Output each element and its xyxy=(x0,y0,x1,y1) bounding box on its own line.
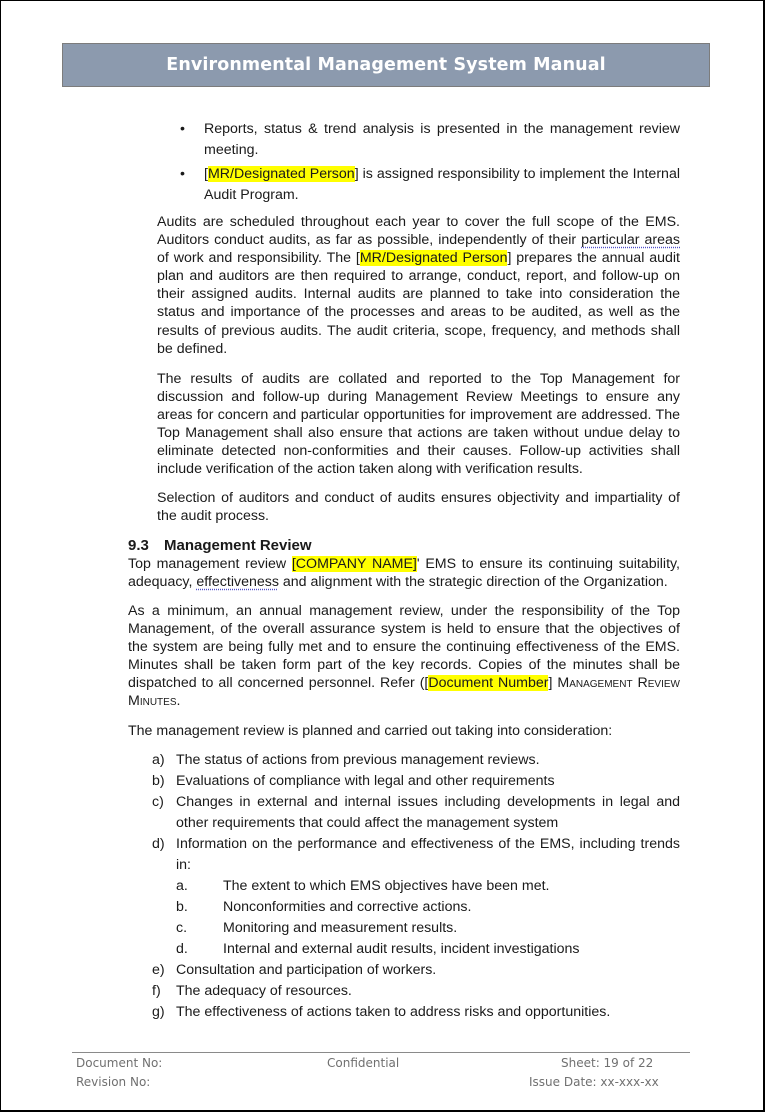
footer-revision-no: Revision No: xyxy=(76,1075,151,1089)
audit-bullet-list xyxy=(178,119,680,209)
document-title: Environmental Management System Manual xyxy=(166,55,606,75)
bullet-item: • Reports, status & trend analysis is presented in the management review meeting. xyxy=(180,121,680,158)
section-number: 9.3 xyxy=(128,537,149,554)
bullet-icon: • xyxy=(180,166,185,182)
list-item: a) The status of actions from previous management reviews. xyxy=(152,752,540,768)
placeholder-highlight: MR/Designated Person xyxy=(359,250,508,267)
footer-document-no: Document No: xyxy=(76,1056,163,1070)
footer-sheet-number: Sheet: 19 of 22 xyxy=(561,1056,654,1070)
bullet-item: • [MR/Designated Person] is assigned responsibility to implement the Internal Audit Program. xyxy=(180,166,680,203)
footer-divider xyxy=(72,1052,690,1053)
sublist-item: b. Nonconformities and corrective actions. xyxy=(176,899,472,915)
list-item: g) The effectiveness of actions taken to address risks and opportunities. xyxy=(152,1004,611,1020)
sublist-container xyxy=(152,876,680,960)
sublist-item: d. Internal and external audit results, incident investigations xyxy=(176,941,580,957)
review-minimum-paragraph: As a minimum, an annual management review, under the responsibility of the Top Management, of the overall assurance system is held to ensure that the objectives of the system are being fully met and to ensure the continuing effectiveness of the EMS. Minutes shall be taken form part of the key records. Copies of the minutes shall be dispatched to all concerned personnel. Refer ([Document Number] Management Review Minutes. xyxy=(128,603,680,710)
review-planned-paragraph: The management review is planned and carried out taking into consideration: xyxy=(128,723,613,739)
trends-sublist xyxy=(152,876,680,960)
section-title: Management Review xyxy=(164,537,312,554)
sublist-item: a. The extent to which EMS objectives have been met. xyxy=(176,878,550,894)
list-item: f) The adequacy of resources. xyxy=(152,983,352,999)
sublist-item: c. Monitoring and measurement results. xyxy=(176,920,458,936)
document-reference: Management Review Minutes xyxy=(128,675,680,710)
audit-schedule-paragraph: Audits are scheduled throughout each year to cover the full scope of the EMS. Auditors conduct audits, as far as possible, independently of their particular areas of work and responsibility. The [MR/Designated Person] prepares the annual audit plan and auditors are then required to arrange, conduct, report, and follow-up on their assigned audits. Internal audits are planned to take into consideration the status and importance of the processes and areas to be audited, as well as the results of previous audits. The audit criteria, scope, frequency, and methods shall be defined. xyxy=(157,214,680,357)
document-header xyxy=(62,43,710,87)
review-intro-paragraph: Top management review [COMPANY NAME]' EMS to ensure its continuing suitability, adequacy, effectiveness and alignment with the strategic direction of the Organization. xyxy=(128,556,680,591)
section-heading xyxy=(128,537,312,554)
grammar-mark: particular areas xyxy=(581,232,680,249)
footer-issue-date: Issue Date: xx-xxx-xx xyxy=(529,1075,659,1089)
placeholder-highlight: [COMPANY NAME] xyxy=(291,556,417,572)
review-input-list xyxy=(152,750,680,1023)
audit-results-paragraph: The results of audits are collated and reported to the Top Management for discussion and follow-up during Management Review Meetings to ensure any areas for concern and particular opportunities for improvement are addressed. The Top Management shall also ensure that actions are taken without undue delay to eliminate detected non-conformities and their causes. Follow-up activities shall include verification of the action taken along with verification results. xyxy=(157,371,680,478)
list-item: c) Changes in external and internal issues including developments in legal and other requirements that could affect the management system xyxy=(152,794,680,831)
list-item: b) Evaluations of compliance with legal and other requirements xyxy=(152,773,555,789)
grammar-mark: effectiveness xyxy=(196,574,279,591)
footer-confidential: Confidential xyxy=(327,1056,400,1070)
list-item: e) Consultation and participation of workers. xyxy=(152,962,437,978)
placeholder-highlight: MR/Designated Person xyxy=(207,166,355,182)
placeholder-highlight: Document Number xyxy=(428,675,549,692)
auditor-selection-paragraph: Selection of auditors and conduct of audits ensures objectivity and impartiality of the audit process. xyxy=(157,490,680,525)
list-item: d) Information on the performance and effectiveness of the EMS, including trends in: xyxy=(152,836,680,873)
bullet-icon: • xyxy=(180,121,185,137)
